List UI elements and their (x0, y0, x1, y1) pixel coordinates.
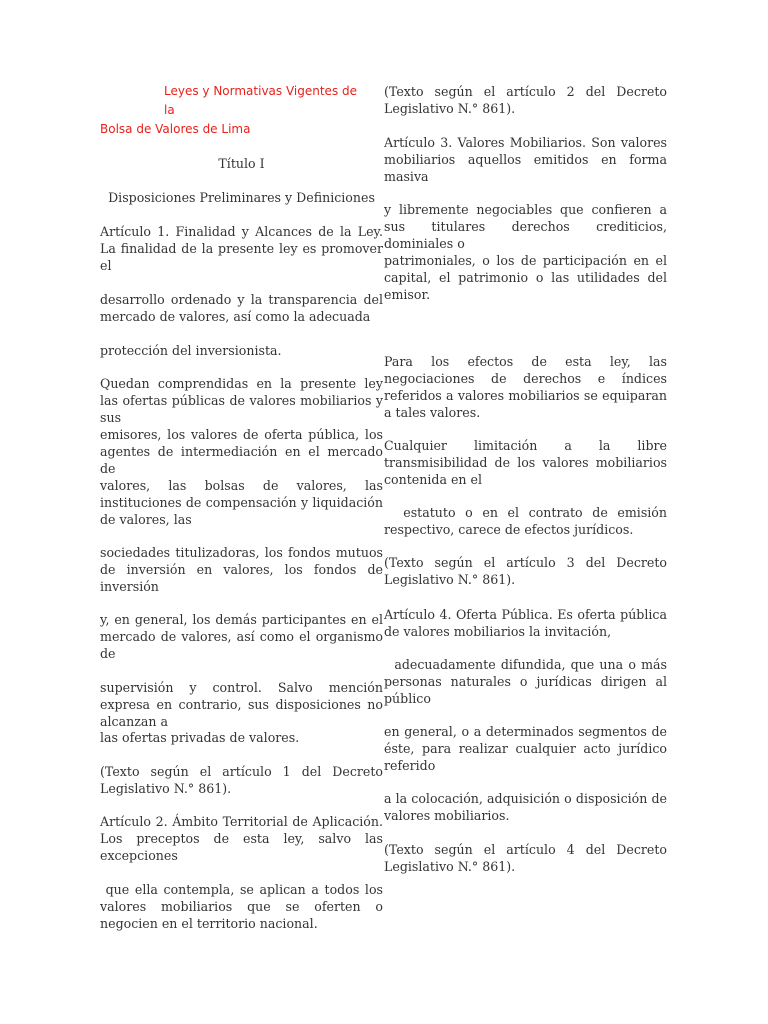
heading-line-2: Bolsa de Valores de Lima (100, 122, 251, 136)
paragraph: sociedades titulizadoras, los fondos mutuos de inversión en valores, los fondos de inversión (100, 545, 383, 594)
citation: (Texto según el artículo 3 del Decreto Legislativo N.° 861). (384, 555, 667, 587)
paragraph: Artículo 1. Finalidad y Alcances de la Ley. La finalidad de la presente ley es promover el (100, 224, 383, 273)
citation: (Texto según el artículo 2 del Decreto Legislativo N.° 861). (384, 84, 667, 116)
title-heading: Título I (218, 156, 265, 171)
paragraph: y libremente negociables que confieren a sus titulares derechos crediticios, dominiales o (384, 202, 667, 251)
paragraph: en general, o a determinados segmentos de éste, para realizar cualquier acto jurídico referido (384, 724, 667, 773)
paragraph: Cualquier limitación a la libre transmisibilidad de los valores mobiliarios contenida en el (384, 438, 667, 487)
paragraph: Artículo 2. Ámbito Territorial de Aplicación. Los preceptos de esta ley, salvo las excepciones (100, 814, 383, 863)
citation: (Texto según el artículo 1 del Decreto Legislativo N.° 861). (100, 764, 383, 796)
paragraph: desarrollo ordenado y la transparencia del mercado de valores, así como la adecuada (100, 292, 383, 324)
document-heading (100, 82, 370, 139)
paragraph: patrimoniales, o los de participación en el capital, el patrimonio o las utilidades del emisor. (384, 253, 667, 302)
paragraph: protección del inversionista. (100, 343, 282, 358)
citation: (Texto según el artículo 4 del Decreto Legislativo N.° 861). (384, 842, 667, 874)
paragraph: emisores, los valores de oferta pública, los agentes de intermediación en el mercado de (100, 427, 383, 476)
paragraph: supervisión y control. Salvo mención expresa en contrario, sus disposiciones no alcanzan a (100, 680, 383, 729)
paragraph: Artículo 3. Valores Mobiliarios. Son valores mobiliarios aquellos emitidos en forma masiva (384, 135, 667, 184)
paragraph: Quedan comprendidas en la presente ley las ofertas públicas de valores mobiliarios y sus (100, 376, 383, 425)
heading-line-1: Leyes y Normativas Vigentes de la (164, 84, 358, 117)
paragraph: Para los efectos de esta ley, las negociaciones de derechos e índices referidos a valores mobiliarios se equiparan a tales valores. (384, 354, 667, 420)
paragraph: estatuto o en el contrato de emisión respectivo, carece de efectos jurídicos. (384, 505, 672, 537)
paragraph: las ofertas privadas de valores. (100, 730, 300, 745)
section-heading: Disposiciones Preliminares y Definiciones (108, 190, 375, 205)
paragraph: y, en general, los demás participantes en el mercado de valores, así como el organismo de (100, 612, 383, 661)
paragraph: que ella contempla, se aplican a todos los valores mobiliarios que se oferten o negocien en el territorio nacional. (100, 882, 388, 931)
paragraph: adecuadamente difundida, que una o más personas naturales o jurídicas dirigen al público (384, 657, 672, 706)
paragraph: a la colocación, adquisición o disposición de valores mobiliarios. (384, 791, 667, 823)
paragraph: Artículo 4. Oferta Pública. Es oferta pública de valores mobiliarios la invitación, (384, 607, 667, 639)
paragraph: valores, las bolsas de valores, las instituciones de compensación y liquidación de valores, las (100, 478, 383, 527)
